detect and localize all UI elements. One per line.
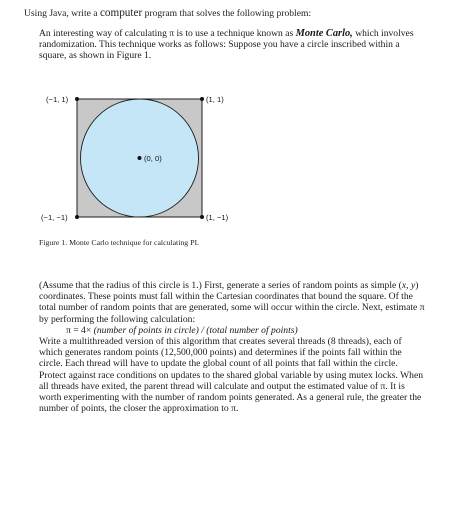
- intro-line: [24, 7, 311, 19]
- label-top-right: (1, 1): [206, 95, 224, 104]
- monte-carlo-term: Monte Carlo,: [295, 28, 353, 39]
- formula-body: (number of points in circle) / (total number of points): [93, 324, 298, 336]
- corner-point-top-left: [75, 97, 79, 101]
- paragraph2-text-b: ,: [406, 280, 411, 291]
- paragraph-algorithm: [39, 280, 425, 414]
- pi-formula: [39, 325, 425, 336]
- paragraph-monte-carlo: [39, 28, 425, 62]
- intro-suffix: program that solves the following problem:: [142, 8, 312, 19]
- label-bottom-right: (1, −1): [206, 213, 229, 222]
- var-y: y: [410, 280, 416, 291]
- figure-caption: Figure 1. Monte Carlo technique for calculating PI.: [39, 238, 200, 247]
- corner-point-bottom-left: [75, 215, 79, 219]
- label-top-left: (−1, 1): [46, 95, 69, 104]
- corner-point-bottom-right: [200, 215, 204, 219]
- figure-circle-in-square: [40, 92, 240, 232]
- paragraph2-text-a: (Assume that the radius of this circle is 1.) First, generate a series of random points as simple (: [39, 280, 402, 291]
- intro-emphasis: computer: [99, 7, 143, 19]
- corner-point-top-right: [200, 97, 204, 101]
- label-bottom-left: (−1, −1): [41, 213, 68, 222]
- paragraph2-text-d: Write a multithreaded version of this algorithm that creates several threads (8 threads), each of which generates random points (12,500,000 points) and determines if the points fall within the circle. Each thread will have to update the global count of all points that fall within the circle. Protect against race conditions on updates to the shared global variable by using mutex locks. When all threads have exited, the parent thread will calculate and output the estimated value of π. It is worth experimenting with the number of random points generated. As a general rule, the greater the number of points, the closer the approximation to π.: [39, 336, 424, 415]
- label-center: (0, 0): [144, 154, 162, 163]
- center-point: [138, 156, 142, 160]
- paragraph2-text-c: ) coordinates. These points must fall within the Cartesian coordinates that bound the square. Of the total number of random points that are generated, some will occur within the circle. Next, estimate π by performing the following calculation:: [39, 280, 425, 325]
- formula-prefix: π = 4×: [66, 324, 94, 336]
- paragraph1-before: An interesting way of calculating π is to use a technique known as: [39, 28, 296, 39]
- paragraph1-after: which involves randomization. This technique works as follows: Suppose you have a circle inscribed within a square, as shown in Figure 1.: [39, 28, 414, 62]
- var-x: x: [401, 280, 407, 291]
- intro-prefix: Using Java, write a: [24, 8, 100, 19]
